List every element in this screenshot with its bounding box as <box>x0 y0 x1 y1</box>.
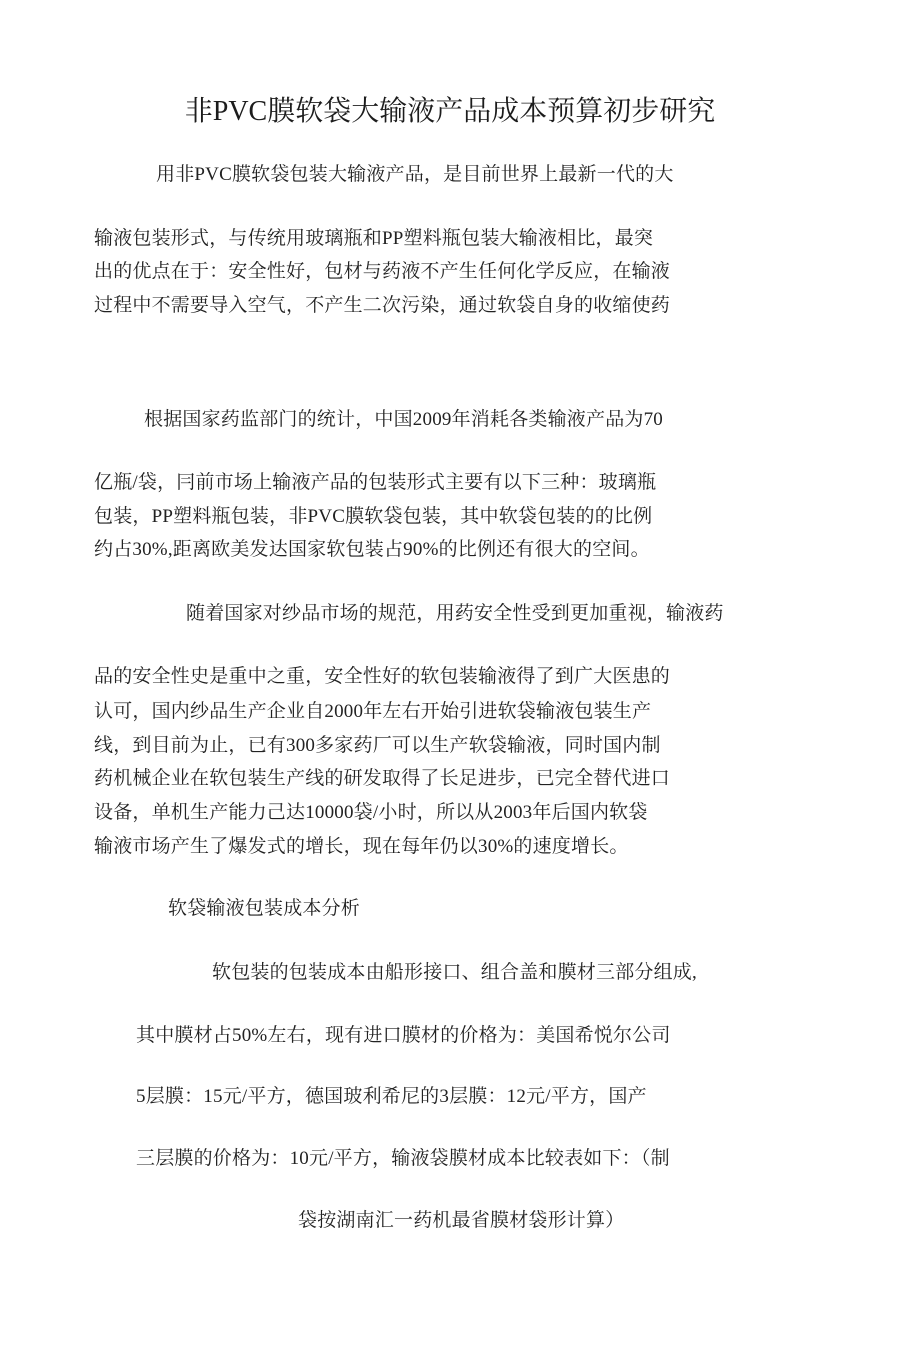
paragraph-1-line-3: 出的优点在于：安全性好，包材与药液不产生任何化学反应，在输液 <box>94 261 671 282</box>
paragraph-1-line-4: 过程中不需要导入空气，不产生二次污染，通过软袋自身的收缩使药 <box>94 295 671 316</box>
paragraph-3-line-6: 设备，单机生产能力己达10000袋/小时，所以从2003年后国内软袋 <box>94 802 648 823</box>
paragraph-4-line-1: 软包装的包装成本由船形接口、组合盖和膜材三部分组成, <box>212 962 697 983</box>
paragraph-4-line-4: 三层膜的价格为：10元/平方，输液袋膜材成本比较表如下：（制 <box>136 1148 670 1169</box>
paragraph-3-line-2: 品的安全性史是重中之重，安全性好的软包装输液得了到广大医患的 <box>94 666 671 687</box>
paragraph-4-line-3: 5层膜：15元/平方，德国玻利希尼的3层膜：12元/平方，国产 <box>136 1086 647 1107</box>
paragraph-1-line-1: 用非PVC膜软袋包装大输液产品，是目前世界上最新一代的大 <box>156 164 674 185</box>
paragraph-2-line-2: 亿瓶/袋，冃前市场上输液产品的包装形式主要有以下三种：玻璃瓶 <box>94 472 657 493</box>
page-title: 非PVC膜软袋大输液产品成本预算初步研究 <box>184 96 716 127</box>
paragraph-3-line-4: 线，到目前为止，已有300多家药厂可以生产软袋输液，同时国内制 <box>94 735 661 756</box>
paragraph-3-line-5: 药机械企业在软包装生产线的研发取得了长足进步，已完全替代进口 <box>94 768 671 789</box>
paragraph-4-line-5: 袋按湖南汇一药机最省膜材袋形计算） <box>298 1210 625 1231</box>
paragraph-2-line-4: 约占30%,距离欧美发达国家软包装占90%的比例还有很大的空间。 <box>94 539 650 560</box>
paragraph-2-line-1: 根据国家药监部门的统计，中国2009年消耗各类输液产品为70 <box>144 409 664 430</box>
section-heading: 软袋输液包装成本分析 <box>168 898 361 919</box>
paragraph-2-line-3: 包装，PP塑料瓶包装，非PVC膜软袋包装，其中软袋包装的的比例 <box>94 506 653 527</box>
paragraph-1-line-2: 输液包装形式，与传统用玻璃瓶和PP塑料瓶包装大输液相比，最突 <box>94 228 654 249</box>
paragraph-3-line-3: 认可，国内纱品生产企业自2000年左右开始引进软袋输液包装生产 <box>94 701 652 722</box>
paragraph-3-line-1: 随着国家对纱品市场的规范，用药安全性受到更加重视，输液药 <box>186 603 724 624</box>
paragraph-4-line-2: 其中膜材占50%左右，现有进口膜材的价格为：美国希悦尔公司 <box>136 1025 671 1046</box>
paragraph-3-line-7: 输液市场产生了爆发式的增长，现在每年仍以30%的速度增长。 <box>94 836 629 857</box>
